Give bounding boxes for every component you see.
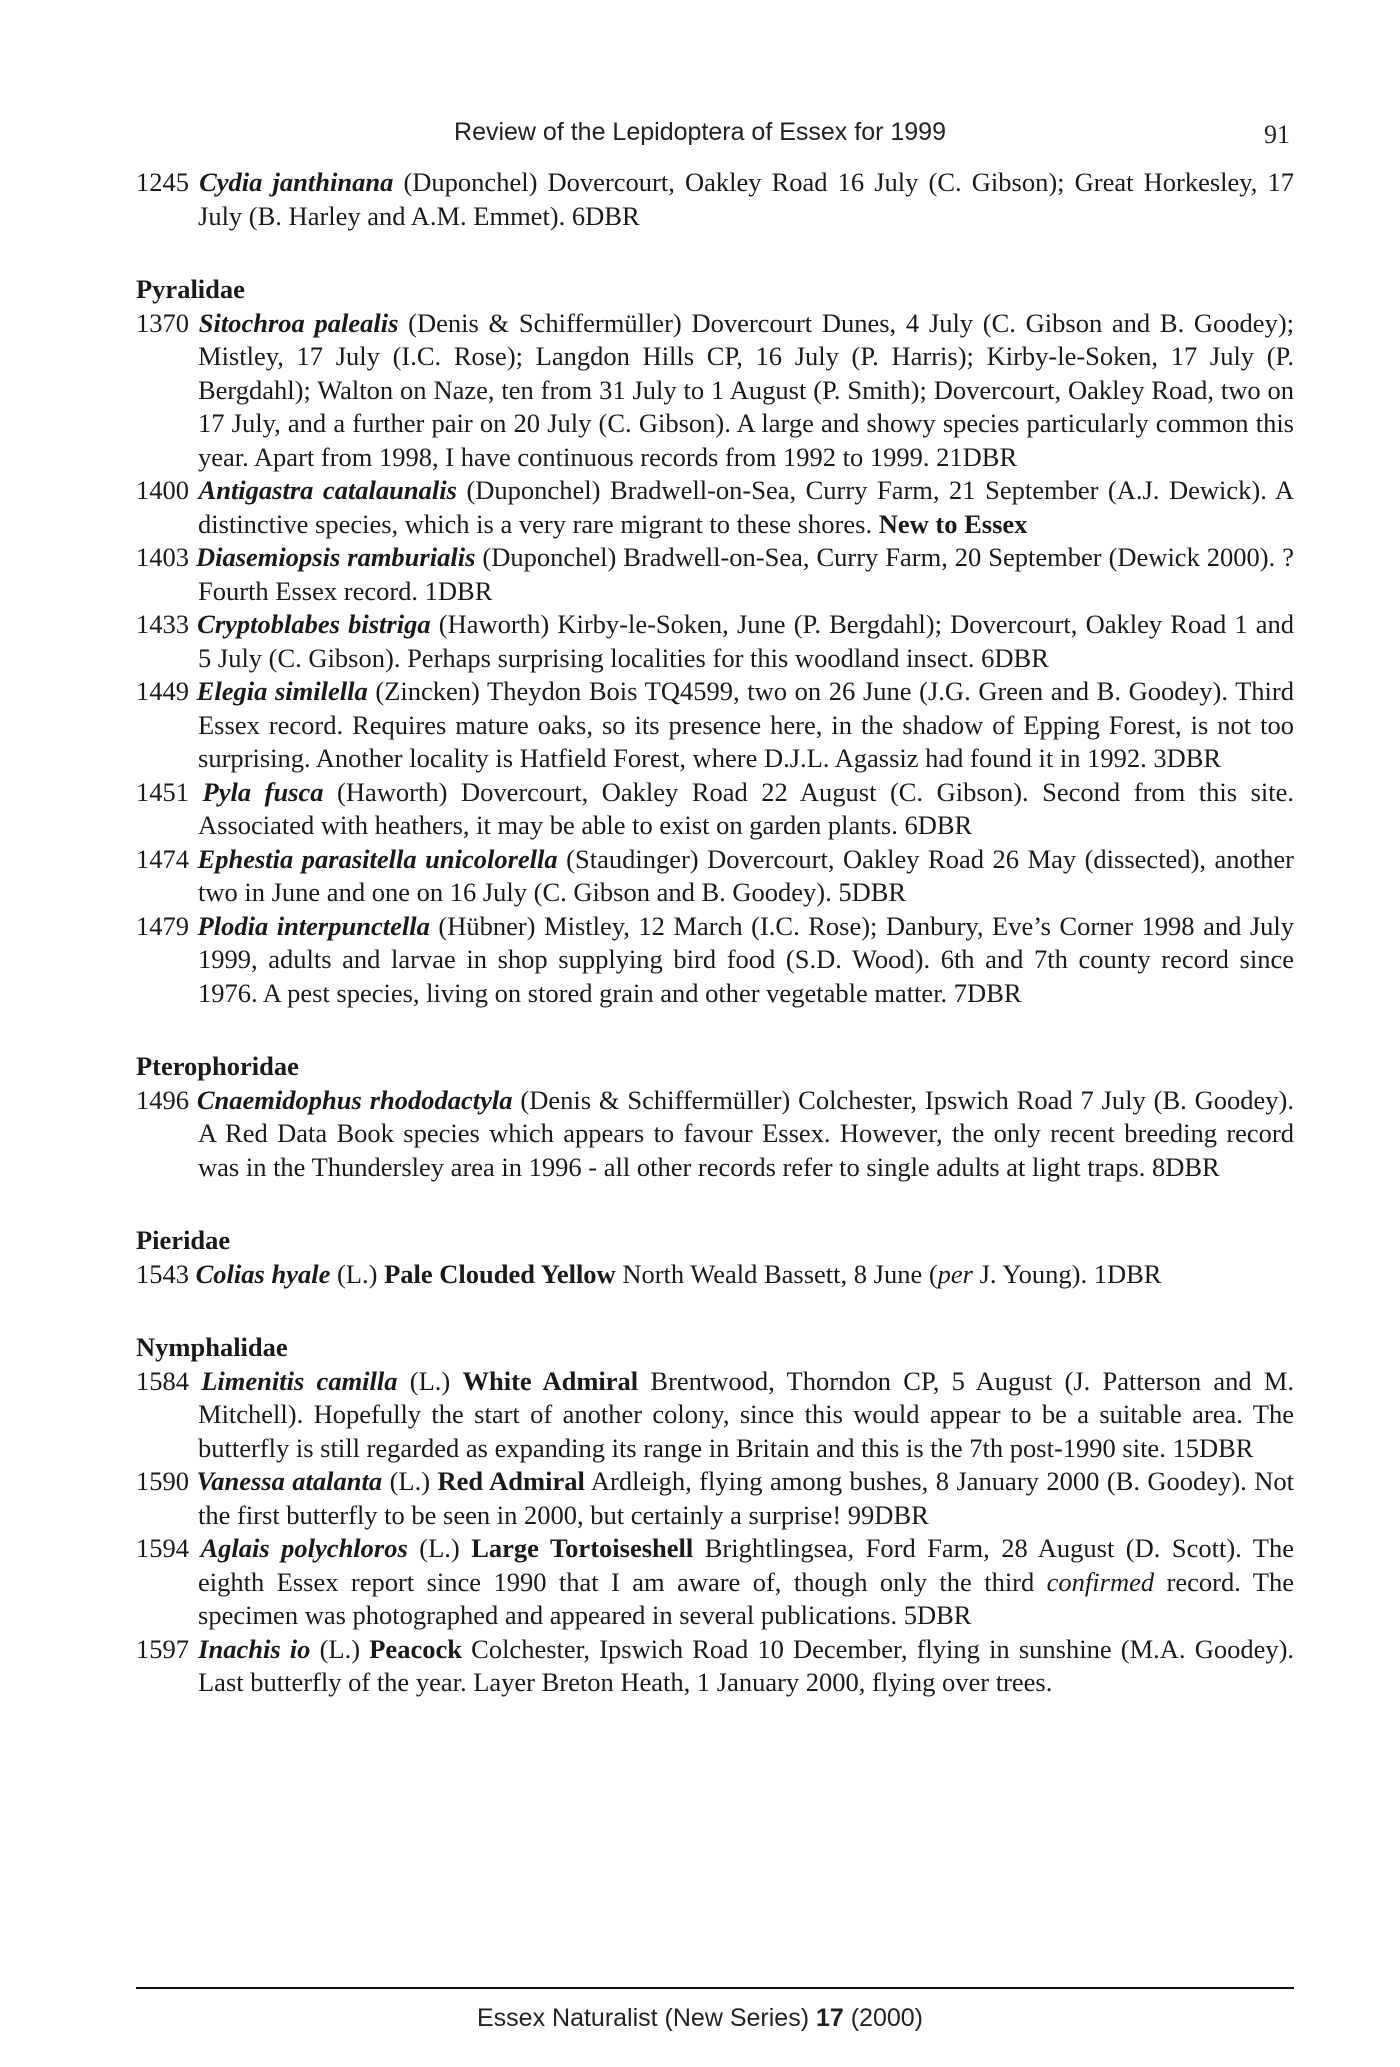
species-entry-1479 [136, 910, 1294, 1011]
journal-year: (2000) [850, 2004, 923, 2032]
entry-number: 1590 [136, 1466, 189, 1496]
species-name: Plodia interpunctella [197, 910, 430, 941]
entry-number: 1370 [136, 307, 189, 338]
entry-text: Kirby-le-Soken, June (P. Bergdahl); Dovercourt, Oakley Road 1 and 5 July (C. Gibson). Perhaps surprising localities for this woodland insect. 6DBR [198, 609, 1295, 673]
entry-text: Colchester, Ipswich Road 7 July (B. Goodey). A Red Data Book species which appears to favour Essex. However, the only recent breeding record was in the Thundersley area in 1996 - all other records refer to single adults at light traps. 8DBR [198, 1084, 1295, 1182]
common-name: White Admiral [462, 1365, 639, 1396]
volume-number: 17 [815, 2004, 844, 2032]
species-name: Antigastra catalaunalis [198, 475, 457, 505]
entry-text: Colchester, Ipswich Road 10 December, flying in sunshine (M.A. Goodey). Last butterfly of the year. Layer Breton Heath, 1 January 2000, flying over trees. [198, 1633, 1295, 1697]
entry-number: 1474 [136, 843, 189, 874]
entry-text: Dovercourt Dunes, 4 July (C. Gibson and B. Goodey); Mistley, 17 July (I.C. Rose); Langdon Hills CP, 16 July (P. Harris); Kirby-le-Soken, 17 July (P. Bergdahl); Walton on Naze, ten from 31 July to 1 August (P. Smith); Dovercourt, Oakley Road, two on 17 July, and a further pair on 20 July (C. Gibson). A large and showy species particularly common this year. Apart from 1998, I have continuous records from 1992 to 1999. 21DBR [198, 307, 1295, 472]
species-name: Colias hyale [195, 1258, 331, 1289]
species-author: (L.) [409, 1365, 451, 1396]
entry-number: 1400 [136, 475, 189, 505]
common-name: Pale Clouded Yellow [384, 1258, 616, 1289]
entry-text: Dovercourt, Oakley Road 16 July (C. Gibson); Great Horkesley, 17 July (B. Harley and A.M. Emmet). 6DBR [198, 167, 1295, 231]
entry-number: 1479 [136, 910, 189, 941]
species-name: Pyla fusca [202, 776, 324, 807]
species-author: (L.) [419, 1533, 460, 1563]
entry-number: 1449 [136, 676, 189, 706]
entry-text-continued: J. Young). 1DBR [972, 1258, 1162, 1289]
section-heading-pterophoridae: Pterophoridae [136, 1051, 299, 1081]
species-entry-1451 [136, 776, 1294, 843]
section-heading-pyralidae: Pyralidae [136, 274, 245, 304]
entry-number: 1584 [136, 1365, 189, 1396]
entry-text: Theydon Bois TQ4599, two on 26 June (J.G. Green and B. Goodey). Third Essex record. Requires mature oaks, so its presence here, in the shadow of Epping Forest, is not too surprising. Another locality is Hatfield Forest, where D.J.L. Agassiz had found it in 1992. 3DBR [198, 676, 1294, 773]
species-name: Vanessa atalanta [196, 1466, 383, 1496]
entry-text: Dovercourt, Oakley Road 26 May (dissected), another two in June and one on 16 July (C. Gibson and B. Goodey). 5DBR [198, 843, 1295, 907]
species-author: (Duponchel) [466, 475, 601, 505]
per-italic: per [937, 1258, 973, 1289]
species-name: Inachis io [198, 1633, 311, 1664]
species-author: (Staudinger) [566, 843, 699, 874]
species-name: Cnaemidophus rhododactyla [196, 1084, 513, 1115]
page-footer [0, 2004, 1400, 2033]
entry-text: Bradwell-on-Sea, Curry Farm, 21 September (A.J. Dewick). A distinctive species, which is a very rare migrant to these shores. [198, 475, 1295, 539]
species-author: (L.) [336, 1258, 378, 1289]
species-entry-1400 [136, 474, 1294, 541]
species-name: Ephestia parasitella unicolorella [197, 843, 558, 874]
species-name: Cryptoblabes bistriga [197, 609, 431, 639]
species-entry-1590 [136, 1465, 1294, 1532]
species-entry-1496 [136, 1084, 1294, 1185]
species-name: Diasemiopsis ramburialis [195, 542, 476, 572]
species-name: Elegia similella [196, 676, 368, 706]
species-entry-1474 [136, 843, 1294, 910]
species-author: (Duponchel) [482, 542, 617, 572]
document-body [136, 166, 1294, 1700]
common-name: Peacock [369, 1633, 462, 1664]
species-entry-1403 [136, 541, 1294, 608]
species-entry-1597 [136, 1633, 1294, 1700]
species-entry-1449 [136, 675, 1294, 776]
new-to-essex-note: New to Essex [878, 508, 1028, 539]
entry-number: 1245 [136, 167, 189, 197]
species-entry-1245 [136, 166, 1294, 233]
species-author: (Denis & Schiffermüller) [408, 307, 682, 338]
section-heading-pieridae: Pieridae [136, 1225, 231, 1255]
entry-number: 1496 [136, 1084, 189, 1115]
entry-number: 1543 [136, 1258, 189, 1289]
species-name: Limenitis camilla [201, 1365, 398, 1396]
species-name: Cydia janthinana [199, 167, 394, 197]
species-entry-1370 [136, 307, 1294, 475]
species-name: Aglais polychloros [200, 1533, 408, 1563]
common-name: Large Tortoiseshell [471, 1533, 694, 1563]
entry-number: 1597 [136, 1633, 189, 1664]
section-heading-nymphalidae: Nymphalidae [136, 1332, 288, 1362]
entry-text: Mistley, 12 March (I.C. Rose); Danbury, Eve’s Corner 1998 and July 1999, adults and larvae in shop supplying bird food (S.D. Wood). 6th and 7th county record since 1976. A pest species, living on stored grain and other vegetable matter. 7DBR [198, 910, 1295, 1008]
page-number: 91 [1264, 120, 1290, 149]
entry-number: 1594 [136, 1533, 189, 1563]
species-author: (L.) [389, 1466, 431, 1496]
entry-text: North Weald Bassett, 8 June ( [622, 1258, 938, 1289]
entry-text: Brightlingsea, Ford Farm, 28 August (D. Scott). The eighth Essex report since 1990 that I am aware of, though only the third [198, 1533, 1294, 1597]
species-author: (Haworth) [337, 776, 448, 807]
journal-name: Essex Naturalist (New Series) [476, 2004, 810, 2032]
species-author: (L.) [319, 1633, 361, 1664]
entry-text: Brentwood, Thorndon CP, 5 August (J. Patterson and M. Mitchell). Hopefully the start of another colony, since this would appear to be a suitable area. The butterfly is still regarded as expanding its range in Britain and this is the 7th post-1990 site. 15DBR [198, 1365, 1295, 1463]
common-name: Red Admiral [437, 1466, 585, 1496]
entry-text-continued: record. The specimen was photographed and appeared in several publications. 5DBR [198, 1566, 1294, 1630]
species-author: (Haworth) [438, 609, 550, 639]
species-entry-1584 [136, 1365, 1294, 1466]
species-entry-1433 [136, 608, 1294, 675]
species-name: Sitochroa palealis [198, 307, 399, 338]
species-author: (Duponchel) [403, 167, 538, 197]
entry-text: Dovercourt, Oakley Road 22 August (C. Gibson). Second from this site. Associated with heathers, it may be able to exist on garden plants. 6DBR [198, 776, 1294, 840]
entry-number: 1433 [136, 609, 189, 639]
species-entry-1594 [136, 1532, 1294, 1633]
entry-number: 1403 [136, 542, 189, 572]
species-author: (Hübner) [438, 910, 536, 941]
running-head: Review of the Lepidoptera of Essex for 1999 [454, 118, 946, 146]
entry-text: Ardleigh, flying among bushes, 8 January 2000 (B. Goodey). Not the first butterfly to be seen in 2000, but certainly a surprise! 99DBR [198, 1466, 1294, 1530]
footer-rule [136, 1987, 1294, 1989]
entry-text: Bradwell-on-Sea, Curry Farm, 20 September (Dewick 2000). ?Fourth Essex record. 1DBR [198, 542, 1294, 606]
entry-number: 1451 [136, 776, 189, 807]
confirmed-italic: confirmed [1046, 1566, 1155, 1597]
species-entry-1543 [136, 1258, 1294, 1292]
species-author: (Denis & Schiffermüller) [520, 1084, 791, 1115]
species-author: (Zincken) [375, 676, 480, 706]
